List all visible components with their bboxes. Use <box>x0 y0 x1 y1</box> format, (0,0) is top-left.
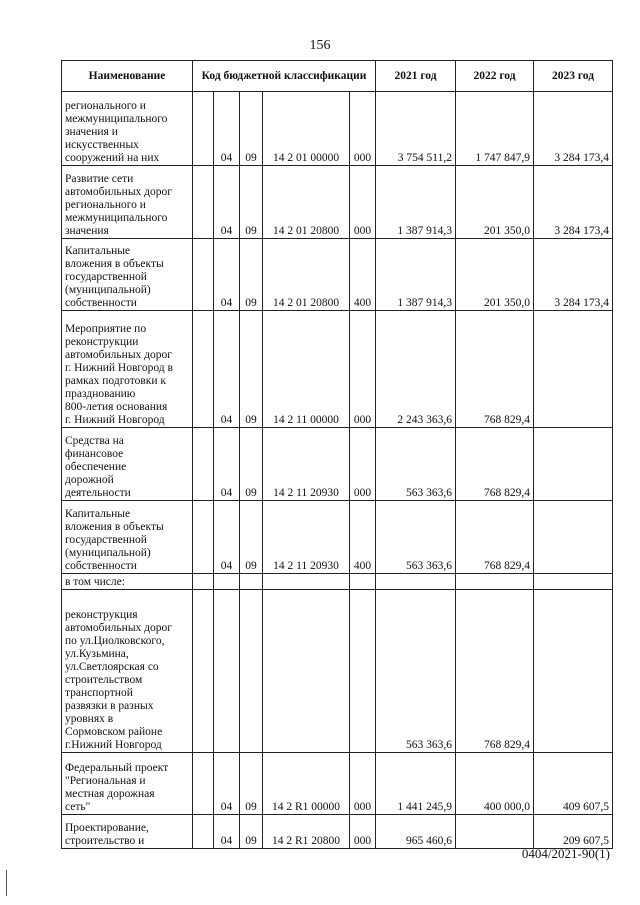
table-row <box>62 753 613 815</box>
document-code: 0404/2021-90(1) <box>521 846 610 861</box>
value-2021 <box>376 574 456 590</box>
section-code: 04 <box>214 311 240 428</box>
row-name-text: регионального и межмуниципального значения и искусственных сооружений на них <box>65 100 168 164</box>
blank-cell <box>193 239 214 311</box>
section-code: 04 <box>214 166 240 239</box>
row-name-text: Федеральный проект "Региональная и местная дорожная сеть" <box>65 762 169 813</box>
subsection-code: 09 <box>240 166 263 239</box>
value-2022 <box>456 815 534 849</box>
section-code: 04 <box>214 239 240 311</box>
target-article-code <box>263 590 350 753</box>
table-row <box>62 501 613 574</box>
expense-type-code <box>350 590 376 753</box>
expense-type-code: 000 <box>350 166 376 239</box>
subsection-code <box>240 574 263 590</box>
value-2021: 1 387 914,3 <box>376 166 456 239</box>
table-row <box>62 574 613 590</box>
blank-cell <box>193 590 214 753</box>
row-name-text: Мероприятие по реконструкции автомобильных дорог г. Нижний Новгород в рамках подготовки к празднованию 800-летия основания г. Нижний Новгород <box>65 323 173 426</box>
value-2023 <box>534 428 613 501</box>
subsection-code: 09 <box>240 753 263 815</box>
row-name <box>62 311 193 428</box>
target-article-code: 14 2 11 20930 <box>263 428 350 501</box>
value-2021: 965 460,6 <box>376 815 456 849</box>
expense-type-code: 400 <box>350 501 376 574</box>
section-code: 04 <box>214 753 240 815</box>
blank-cell <box>193 753 214 815</box>
value-2021: 563 363,6 <box>376 501 456 574</box>
target-article-code: 14 2 R1 20800 <box>263 815 350 849</box>
margin-line <box>6 870 7 896</box>
value-2021: 1 387 914,3 <box>376 239 456 311</box>
blank-cell <box>193 574 214 590</box>
section-code <box>214 590 240 753</box>
section-code: 04 <box>214 815 240 849</box>
row-name <box>62 428 193 501</box>
section-code <box>214 574 240 590</box>
row-name-text: реконструкция автомобильных дорог по ул.Циолковского, ул.Кузьмина, ул.Светлоярская со строительством транспортной развязки в разных уровнях в Сормовском районе г.Нижний Новгород <box>65 609 172 751</box>
row-name <box>62 574 193 590</box>
blank-cell <box>193 166 214 239</box>
value-2021: 563 363,6 <box>376 590 456 753</box>
value-2022: 768 829,4 <box>456 501 534 574</box>
table-row <box>62 428 613 501</box>
budget-table <box>61 60 613 849</box>
row-name <box>62 166 193 239</box>
row-name <box>62 239 193 311</box>
blank-cell <box>193 92 214 166</box>
page-number: 156 <box>309 38 331 53</box>
expense-type-code: 000 <box>350 815 376 849</box>
value-2022 <box>456 574 534 590</box>
row-name-text: Развитие сети автомобильных дорог регионального и межмуниципального значения <box>65 173 172 237</box>
value-2023: 3 284 173,4 <box>534 92 613 166</box>
blank-cell <box>193 428 214 501</box>
section-code: 04 <box>214 428 240 501</box>
value-2022: 400 000,0 <box>456 753 534 815</box>
header-name: Наименование <box>62 61 193 92</box>
header-row <box>62 61 613 92</box>
row-name <box>62 590 193 753</box>
expense-type-code: 000 <box>350 92 376 166</box>
row-name-text: в том числе: <box>65 576 125 588</box>
target-article-code: 14 2 R1 00000 <box>263 753 350 815</box>
row-name <box>62 92 193 166</box>
header-2022: 2022 год <box>456 61 534 92</box>
header-code: Код бюджетной классификации <box>193 61 376 92</box>
row-name-text: Проектирование, строительство и <box>65 822 149 847</box>
expense-type-code <box>350 574 376 590</box>
value-2023 <box>534 501 613 574</box>
subsection-code <box>240 590 263 753</box>
target-article-code: 14 2 01 20800 <box>263 166 350 239</box>
subsection-code: 09 <box>240 428 263 501</box>
value-2022: 201 350,0 <box>456 166 534 239</box>
value-2022: 1 747 847,9 <box>456 92 534 166</box>
subsection-code: 09 <box>240 92 263 166</box>
value-2022: 768 829,4 <box>456 428 534 501</box>
section-code: 04 <box>214 92 240 166</box>
blank-cell <box>193 815 214 849</box>
target-article-code: 14 2 01 20800 <box>263 239 350 311</box>
value-2023 <box>534 590 613 753</box>
value-2023 <box>534 574 613 590</box>
target-article-code: 14 2 11 20930 <box>263 501 350 574</box>
row-name <box>62 501 193 574</box>
section-code: 04 <box>214 501 240 574</box>
row-name <box>62 815 193 849</box>
target-article-code <box>263 574 350 590</box>
value-2022: 768 829,4 <box>456 590 534 753</box>
value-2022: 201 350,0 <box>456 239 534 311</box>
row-name-text: Средства на финансовое обеспечение дорожной деятельности <box>65 435 131 499</box>
header-2021: 2021 год <box>376 61 456 92</box>
blank-cell <box>193 311 214 428</box>
value-2023: 3 284 173,4 <box>534 239 613 311</box>
table-row <box>62 239 613 311</box>
value-2023: 409 607,5 <box>534 753 613 815</box>
subsection-code: 09 <box>240 311 263 428</box>
table-row <box>62 590 613 753</box>
value-2022: 768 829,4 <box>456 311 534 428</box>
blank-cell <box>193 501 214 574</box>
value-2021: 2 243 363,6 <box>376 311 456 428</box>
target-article-code: 14 2 01 00000 <box>263 92 350 166</box>
value-2021: 3 754 511,2 <box>376 92 456 166</box>
value-2021: 563 363,6 <box>376 428 456 501</box>
row-name <box>62 753 193 815</box>
expense-type-code: 000 <box>350 428 376 501</box>
row-name-text: Капитальные вложения в объекты государственной (муниципальной) собственности <box>65 245 164 309</box>
expense-type-code: 000 <box>350 311 376 428</box>
header-2023: 2023 год <box>534 61 613 92</box>
table-row <box>62 92 613 166</box>
subsection-code: 09 <box>240 239 263 311</box>
row-name-text: Капитальные вложения в объекты государственной (муниципальной) собственности <box>65 508 164 572</box>
table-row <box>62 815 613 849</box>
value-2021: 1 441 245,9 <box>376 753 456 815</box>
value-2023: 3 284 173,4 <box>534 166 613 239</box>
target-article-code: 14 2 11 00000 <box>263 311 350 428</box>
value-2023: 209 607,5 <box>534 815 613 849</box>
value-2023 <box>534 311 613 428</box>
expense-type-code: 400 <box>350 239 376 311</box>
subsection-code: 09 <box>240 501 263 574</box>
table-row <box>62 311 613 428</box>
table-row <box>62 166 613 239</box>
subsection-code: 09 <box>240 815 263 849</box>
expense-type-code: 000 <box>350 753 376 815</box>
